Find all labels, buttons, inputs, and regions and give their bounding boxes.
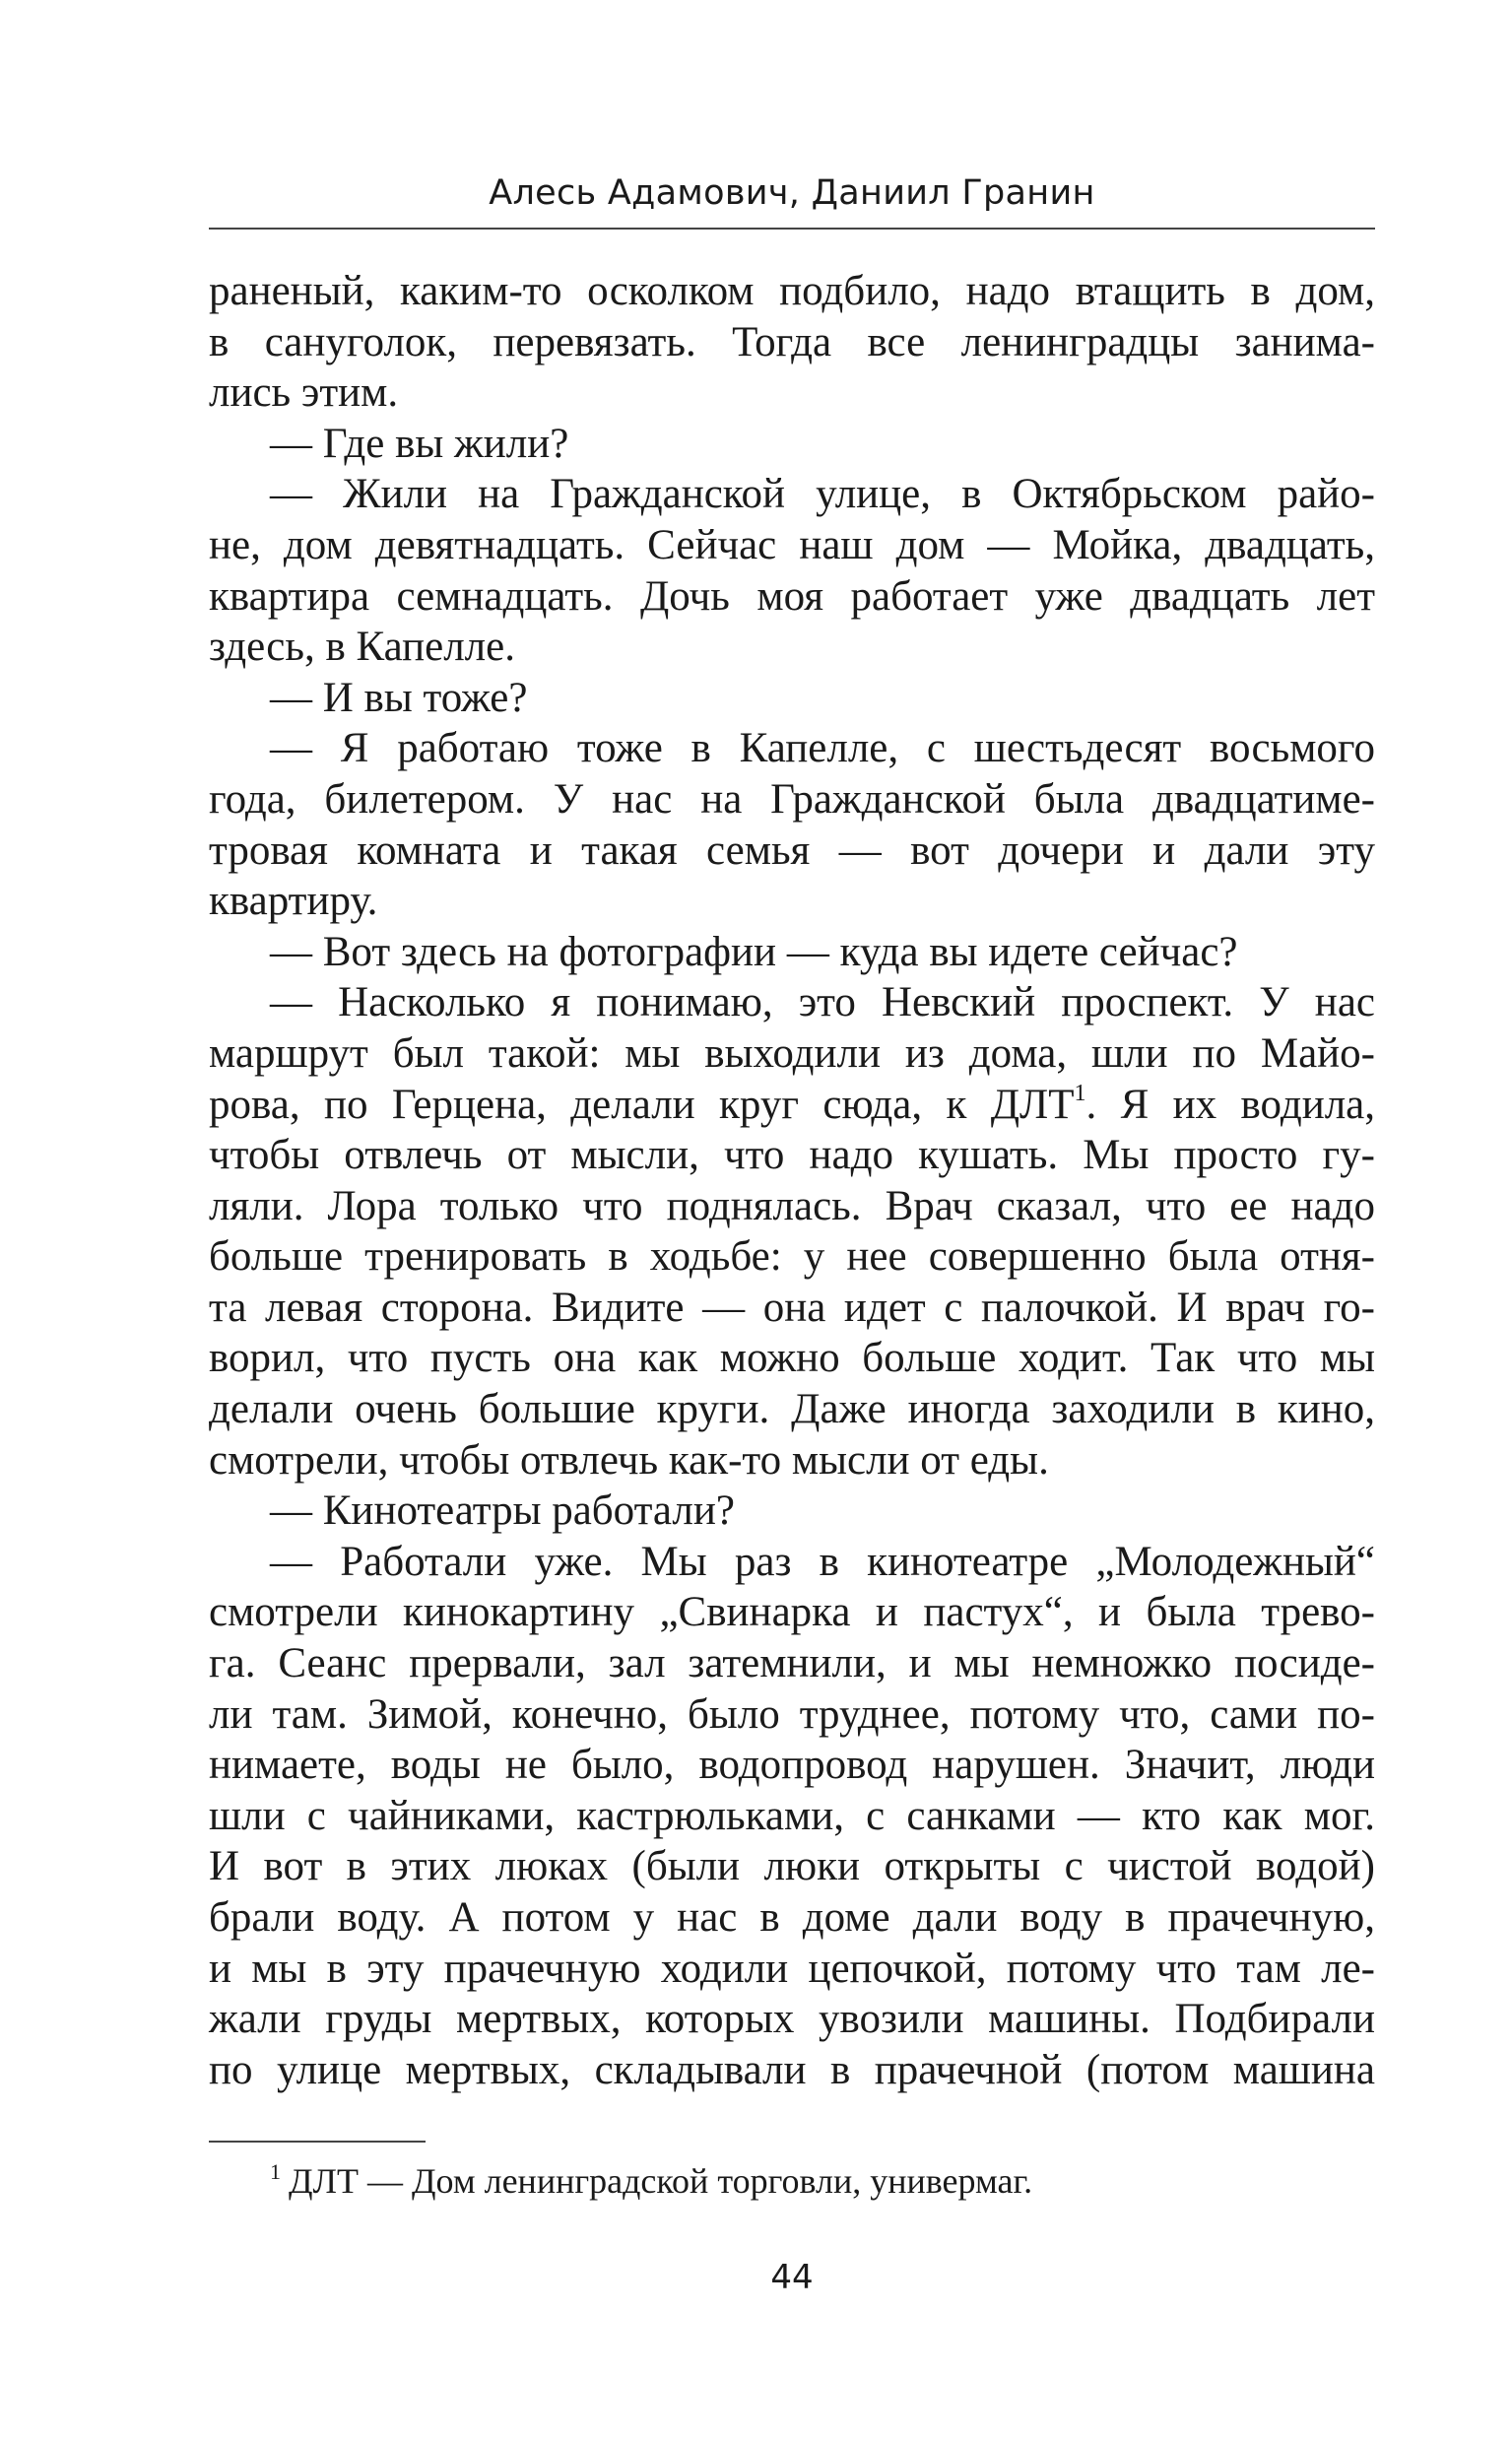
text-line: в сануголок, перевязать. Тогда все ленинградцы занима- <box>209 318 1375 365</box>
text-line: — Где вы жили? <box>270 420 569 467</box>
footnote-text: ДЛТ — Дом ленинградской торговли, универмаг. <box>289 2161 1033 2201</box>
text-line: не, дом девятнадцать. Сейчас наш дом — Мойка, двадцать, <box>209 521 1375 568</box>
text-line: нимаете, воды не было, водопровод нарушен. Значит, люди <box>209 1742 1375 1789</box>
text-line-with-footnote-ref <box>209 1080 1375 1131</box>
footnote <box>270 2159 1032 2203</box>
text-line: — Жили на Гражданской улице, в Октябрьском райо- <box>270 471 1375 518</box>
text-line: квартира семнадцать. Дочь моя работает уже двадцать лет <box>209 572 1375 620</box>
footnote-mark: 1 <box>270 2159 281 2184</box>
text-line: ляли. Лора только что поднялась. Врач сказал, что ее надо <box>209 1182 1375 1229</box>
text-line: — И вы тоже? <box>270 674 528 721</box>
text-line: шли с чайниками, кастрюльками, с санками — кто как мог. <box>209 1792 1375 1839</box>
text-line: квартиру. <box>209 878 378 925</box>
text-line: смотрели, чтобы отвлечь как-то мысли от еды. <box>209 1436 1049 1484</box>
text-segment: . Я их водила, <box>1085 1081 1376 1128</box>
text-line: — Вот здесь на фотографии — куда вы идете сейчас? <box>270 928 1238 975</box>
text-line: лись этим. <box>209 369 399 417</box>
text-line: — Насколько я понимаю, это Невский проспект. У нас <box>270 979 1375 1026</box>
text-line: тровая комната и такая семья — вот дочери и дали эту <box>209 826 1375 874</box>
text-line: ворил, что пусть она как можно больше ходит. Так что мы <box>209 1335 1375 1382</box>
text-line: И вот в этих люках (были люки открыты с чистой водой) <box>209 1843 1375 1890</box>
text-line: жали груды мертвых, которых увозили машины. Подбирали <box>209 1996 1375 2043</box>
text-segment: рова, по Герцена, делали круг сюда, к ДЛТ <box>209 1081 1075 1128</box>
text-line: маршрут был такой: мы выходили из дома, шли по Майо- <box>209 1029 1375 1077</box>
text-line: года, билетером. У нас на Гражданской была двадцатиме- <box>209 775 1375 823</box>
text-line: — Работали уже. Мы раз в кинотеатре „Молодежный“ <box>270 1538 1375 1585</box>
text-line: га. Сеанс прервали, зал затемнили, и мы немножко посиде- <box>209 1640 1375 1687</box>
running-header: Алесь Адамович, Даниил Гранин <box>489 173 1095 213</box>
footnote-divider <box>209 2141 426 2143</box>
text-line: брали воду. А потом у нас в доме дали воду в прачечную, <box>209 1894 1375 1941</box>
page-number: 44 <box>770 2258 814 2297</box>
footnote-reference: 1 <box>1074 1080 1086 1106</box>
text-line: смотрели кинокартину „Свинарка и пастух“, и была трево- <box>209 1589 1375 1636</box>
text-line: больше тренировать в ходьбе: у нее совершенно была отня- <box>209 1233 1375 1281</box>
header-divider <box>209 228 1375 230</box>
text-line: и мы в эту прачечную ходили цепочкой, потому что там ле- <box>209 1945 1375 1992</box>
text-line: ли там. Зимой, конечно, было труднее, потому что, сами по- <box>209 1690 1375 1738</box>
text-line: чтобы отвлечь от мысли, что надо кушать. Мы просто гу- <box>209 1132 1375 1179</box>
text-line: раненый, каким-то осколком подбило, надо втащить в дом, <box>209 268 1375 314</box>
text-line: — Я работаю тоже в Капелле, с шестьдесят восьмого <box>270 725 1375 772</box>
text-line: та левая сторона. Видите — она идет с палочкой. И врач го- <box>209 1284 1375 1331</box>
text-line: по улице мертвых, складывали в прачечной (потом машина <box>209 2046 1375 2093</box>
text-line: — Кинотеатры работали? <box>270 1487 735 1535</box>
body-text <box>209 266 1375 2095</box>
text-line: здесь, в Капелле. <box>209 624 515 671</box>
text-line: делали очень большие круги. Даже иногда заходили в кино, <box>209 1386 1375 1433</box>
